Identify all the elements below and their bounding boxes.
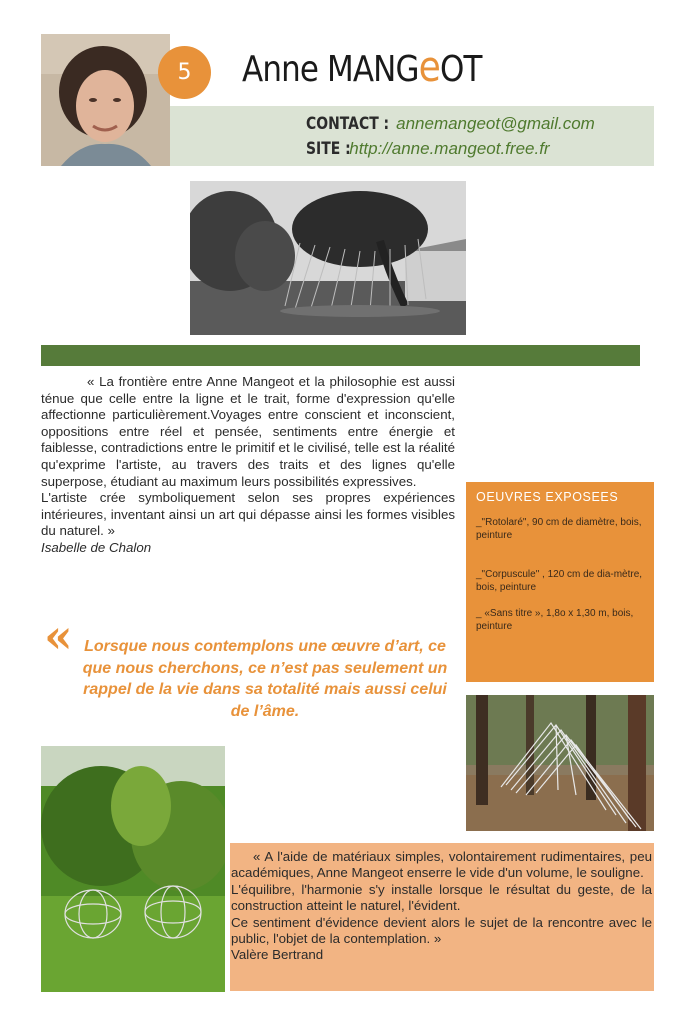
work-item: _"Corpuscule" , 120 cm de dia-mètre, bois, peinture [476, 569, 643, 593]
work-item: _"Rotolaré", 90 cm de diamètre, bois, peinture [476, 517, 642, 541]
site-link[interactable]: http://anne.mangeot.free.fr [349, 139, 550, 158]
artist-name-part: Anne MANG [242, 49, 419, 90]
critic-paragraph-text: « A l'aide de matériaux simples, volontairement rudimentaires, peu académiques, Anne Mangeot enserre le vide d'un volume, le souligne. [231, 849, 652, 881]
artist-name [242, 42, 482, 91]
contact-row [306, 114, 595, 134]
intro-text [41, 374, 455, 557]
work-item: _ «Sans titre », 1,8o x 1,30 m, bois, peinture [476, 608, 634, 632]
sculpture-photo-tree [190, 181, 466, 335]
quote-mark-icon: « [44, 609, 73, 663]
intro-paragraph: L'artiste crée symboliquement selon ses propres expériences intérieures, inventant ainsi un art qui dépasse ainsi les formes visibles du naturel. » [41, 490, 455, 539]
email-link[interactable]: annemangeot@gmail.com [396, 114, 595, 133]
sculpture-photo-forest [466, 695, 654, 831]
artist-name-accent-letter: e [418, 42, 440, 91]
site-label: SITE : [306, 139, 351, 159]
critic-text-box [230, 843, 654, 991]
exhibited-works-title: OEUVRES EXPOSEES [476, 490, 619, 504]
artist-name-part: OT [439, 49, 482, 90]
critic-signature: Valère Bertrand [231, 947, 324, 963]
page-number: 5 [177, 60, 192, 85]
intro-paragraph-text: « La frontière entre Anne Mangeot et la philosophie est aussi ténue que celle entre la ligne et le trait, forme d'expression qu'elle affectionne particulièrement.Voyages entre conscient et inconscient, oppositions entre réel et pensée, sentiments entre énergie et faiblesse, contradictions entre le primitif et le civilisé, telle est la réalité qu'exprime l'artiste, au travers des traits et des lignes qu'elle superpose, étudiant au maximum leurs possibilités expressives. [41, 374, 455, 489]
section-divider-bar [41, 345, 640, 366]
artist-portrait-photo [41, 34, 170, 166]
sculpture-photo-garden [41, 746, 225, 992]
contact-label: CONTACT : [306, 114, 390, 134]
site-row [306, 139, 550, 159]
critic-paragraph: L'équilibre, l'harmonie s'y installe lorsque le résultat du geste, de la construction atteint le naturel, l'évident. [231, 881, 652, 914]
page-number-badge [158, 46, 211, 99]
critic-text [231, 849, 652, 964]
intro-signature: Isabelle de Chalon [41, 539, 152, 555]
pull-quote: Lorsque nous contemplons une œuvre d’art, ce que nous cherchons, ce n’est pas seulement un rappel de la vie dans sa totalité mais aussi celui de l’âme. [82, 638, 448, 720]
critic-paragraph: Ce sentiment d'évidence devient alors le sujet de la rencontre avec le public, l'objet de la contemplation. » [231, 914, 652, 947]
exhibited-works-box [466, 482, 654, 682]
intro-paragraph [41, 374, 455, 490]
contact-band [170, 106, 654, 166]
critic-paragraph [231, 849, 652, 882]
